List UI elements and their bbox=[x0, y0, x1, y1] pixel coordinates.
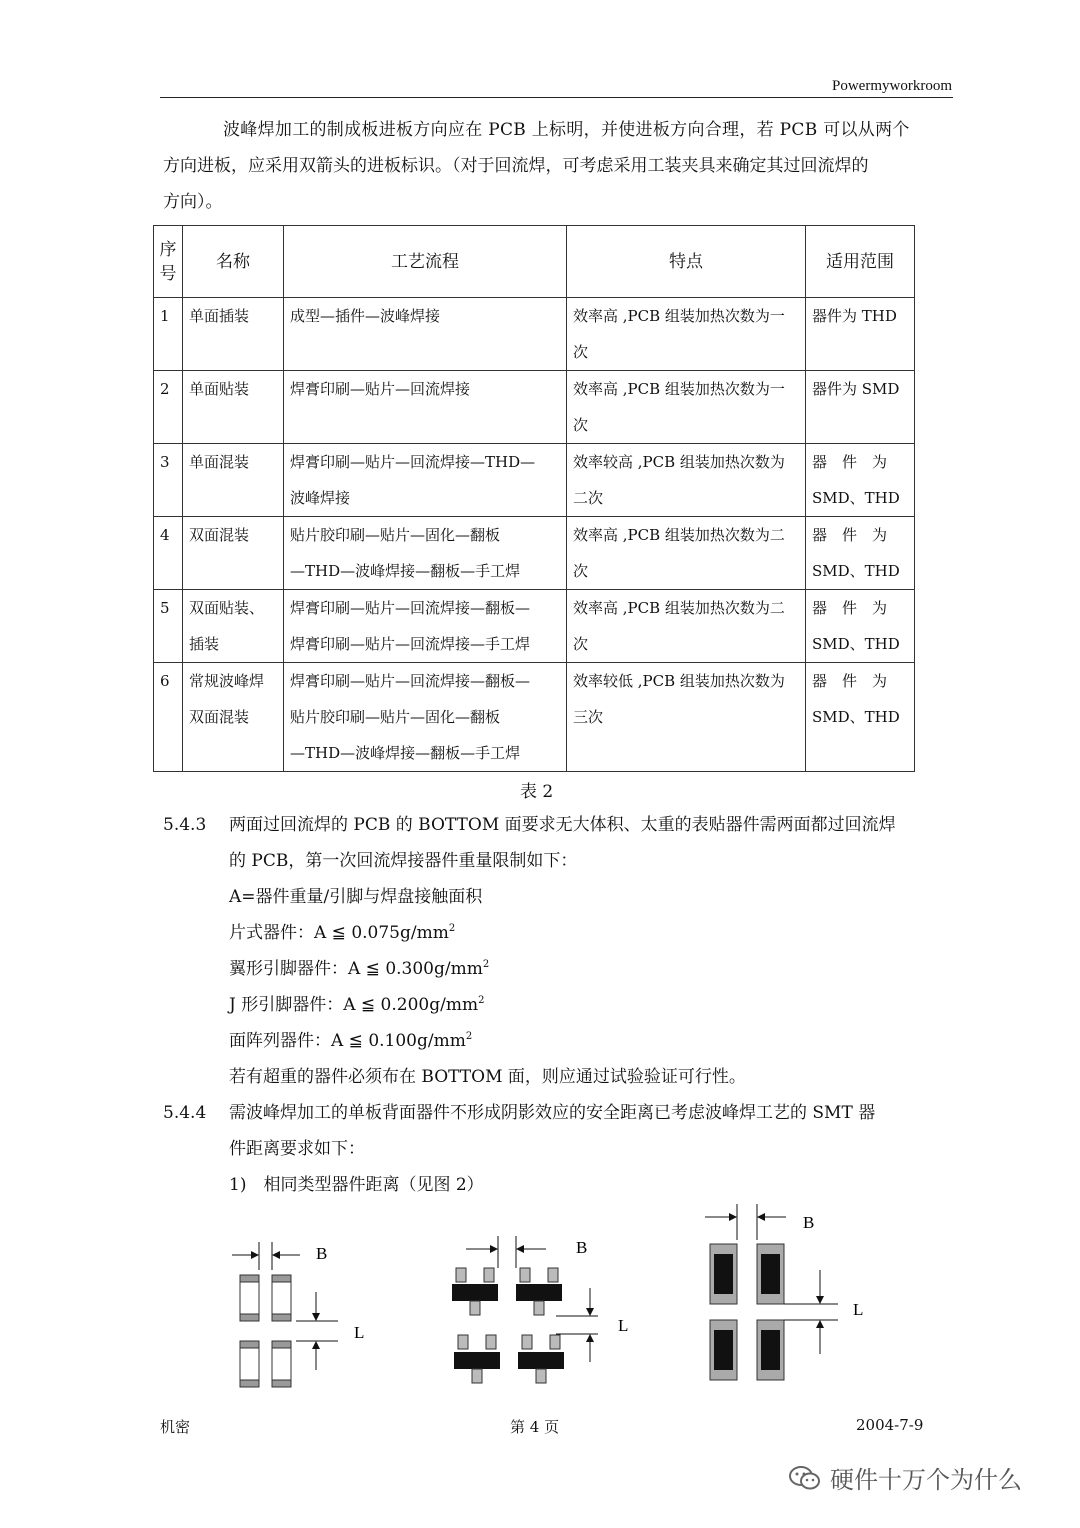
cell-scope bbox=[806, 444, 915, 517]
cell-flow-line: 焊膏印刷—贴片—回流焊接 bbox=[290, 380, 471, 398]
section-543-formula: A=器件重量/引脚与焊盘接触面积 bbox=[229, 887, 483, 907]
cell-flow bbox=[284, 371, 567, 444]
cell-flow bbox=[284, 663, 567, 772]
footer-page-number: 第 4 页 bbox=[510, 1418, 560, 1436]
cell-name bbox=[183, 517, 284, 590]
header-feature: 特点 bbox=[567, 226, 806, 298]
cell-scope-line: 器件为 SMD bbox=[812, 380, 900, 398]
cell-flow-line: 波峰焊接 bbox=[290, 489, 351, 507]
cell-scope-line: SMD、THD bbox=[812, 635, 900, 653]
table-row bbox=[154, 517, 915, 590]
molded-b-label: B bbox=[803, 1213, 815, 1232]
cell-flow-line: 贴片胶印刷—贴片—固化—翻板 bbox=[290, 708, 501, 726]
cell-feature-line: 效率高 ,PCB 组装加热次数为一 bbox=[573, 380, 785, 398]
cell-scope bbox=[806, 517, 915, 590]
cell-flow bbox=[284, 517, 567, 590]
header-title: Powermyworkroom bbox=[832, 78, 952, 94]
cell-flow-line: 成型—插件—波峰焊接 bbox=[290, 307, 441, 325]
header-divider bbox=[160, 97, 953, 98]
sot-component bbox=[518, 1335, 564, 1383]
cell-name bbox=[183, 590, 284, 663]
cell-flow bbox=[284, 298, 567, 371]
cell-name-line: 单面插装 bbox=[189, 307, 250, 325]
cell-flow-line: 贴片胶印刷—贴片—固化—翻板 bbox=[290, 526, 501, 544]
header-no-a: 序 bbox=[159, 239, 177, 260]
cell-feature-line: 效率高 ,PCB 组装加热次数为二 bbox=[573, 599, 785, 617]
section-543-note: 若有超重的器件必须布在 BOTTOM 面，则应通过试验验证可行性。 bbox=[229, 1067, 746, 1087]
limit-chip: 片式器件：A ≦ $0.075g/mm^2$ bbox=[229, 923, 456, 943]
cell-flow bbox=[284, 444, 567, 517]
limit-gull-wing: 翼形引脚器件：A ≦ $0.300g/mm^2$ bbox=[229, 959, 490, 979]
table-body bbox=[154, 298, 915, 772]
sot-component bbox=[452, 1268, 498, 1315]
intro-line-2: 方向进板，应采用双箭头的进板标识。（对于回流焊，可考虑采用工装夹具来确定其过回流焊的 bbox=[163, 156, 869, 176]
cell-feature-line: 三次 bbox=[573, 708, 604, 726]
watermark-text: 硬件十万个为什么 bbox=[830, 1466, 1022, 1494]
molded-diagram bbox=[705, 1204, 863, 1380]
cell-name bbox=[183, 298, 284, 371]
cell-scope bbox=[806, 371, 915, 444]
component-spacing-figure bbox=[0, 1195, 1080, 1405]
cell-feature-line: 效率高 ,PCB 组装加热次数为二 bbox=[573, 526, 785, 544]
cell-feature-line: 次 bbox=[573, 635, 589, 653]
cell-no: 4 bbox=[154, 517, 183, 590]
footer-confidential: 机密 bbox=[160, 1418, 191, 1436]
header-scope: 适用范围 bbox=[806, 226, 915, 298]
cell-flow-line: —THD—波峰焊接—翻板—手工焊 bbox=[290, 562, 521, 580]
chip-component bbox=[240, 1341, 259, 1387]
cell-no: 5 bbox=[154, 590, 183, 663]
cell-no: 6 bbox=[154, 663, 183, 772]
cell-feature-line: 效率高 ,PCB 组装加热次数为一 bbox=[573, 307, 785, 325]
chip-l-label: L bbox=[354, 1323, 365, 1342]
cell-flow bbox=[284, 590, 567, 663]
molded-component bbox=[710, 1244, 737, 1304]
cell-feature bbox=[567, 517, 806, 590]
cell-scope bbox=[806, 590, 915, 663]
section-544-number: 5.4.4 bbox=[163, 1103, 207, 1123]
molded-component bbox=[757, 1244, 784, 1304]
section-544-line-2: 件距离要求如下： bbox=[229, 1139, 365, 1159]
table-row bbox=[154, 444, 915, 517]
table-row bbox=[154, 590, 915, 663]
wechat-icon bbox=[788, 1464, 822, 1492]
table-header-row bbox=[154, 226, 915, 298]
intro-line-3: 方向）。 bbox=[163, 192, 223, 212]
section-543-line-2: 的 PCB，第一次回流焊接器件重量限制如下： bbox=[229, 851, 578, 871]
cell-flow-line: —THD—波峰焊接—翻板—手工焊 bbox=[290, 744, 521, 762]
cell-feature bbox=[567, 298, 806, 371]
cell-name-line: 插装 bbox=[189, 635, 220, 653]
cell-scope bbox=[806, 663, 915, 772]
sot-l-label: L bbox=[618, 1316, 629, 1335]
cell-name-line: 双面混装 bbox=[189, 708, 250, 726]
chip-component bbox=[272, 1341, 291, 1387]
molded-component bbox=[757, 1320, 784, 1380]
cell-feature bbox=[567, 444, 806, 517]
sot-b-label: B bbox=[576, 1238, 588, 1257]
cell-feature bbox=[567, 663, 806, 772]
cell-name-line: 单面混装 bbox=[189, 453, 250, 471]
cell-scope-line: 器 件 为 bbox=[812, 672, 888, 690]
cell-feature-line: 次 bbox=[573, 562, 589, 580]
chip-b-label: B bbox=[316, 1244, 328, 1263]
header-no-b: 号 bbox=[159, 263, 177, 284]
cell-flow-line: 焊膏印刷—贴片—回流焊接—THD— bbox=[290, 453, 536, 471]
limit-j-lead: J 形引脚器件：A ≦ $0.200g/mm^2$ bbox=[229, 995, 485, 1015]
cell-feature bbox=[567, 371, 806, 444]
header-no bbox=[154, 226, 183, 298]
process-table bbox=[153, 225, 915, 772]
table-row bbox=[154, 371, 915, 444]
cell-name bbox=[183, 444, 284, 517]
cell-name bbox=[183, 663, 284, 772]
cell-scope-line: 器件为 THD bbox=[812, 307, 897, 325]
molded-component bbox=[710, 1320, 737, 1380]
cell-feature-line: 效率较高 ,PCB 组装加热次数为 bbox=[573, 453, 785, 471]
table-caption: 表 2 bbox=[520, 782, 554, 802]
cell-flow-line: 焊膏印刷—贴片—回流焊接—翻板— bbox=[290, 599, 531, 617]
intro-paragraph bbox=[163, 112, 953, 220]
header-name: 名称 bbox=[183, 226, 284, 298]
cell-scope-line: SMD、THD bbox=[812, 708, 900, 726]
cell-name-line: 双面混装 bbox=[189, 526, 250, 544]
sot-diagram bbox=[452, 1236, 628, 1383]
cell-no: 1 bbox=[154, 298, 183, 371]
cell-flow-line: 焊膏印刷—贴片—回流焊接—翻板— bbox=[290, 672, 531, 690]
chip-component bbox=[272, 1275, 291, 1321]
molded-l-label: L bbox=[853, 1300, 864, 1319]
cell-scope-line: 器 件 为 bbox=[812, 599, 888, 617]
cell-name-line: 单面贴装 bbox=[189, 380, 250, 398]
section-543-number: 5.4.3 bbox=[163, 815, 207, 835]
cell-feature-line: 二次 bbox=[573, 489, 604, 507]
cell-feature-line: 次 bbox=[573, 416, 589, 434]
cell-no: 2 bbox=[154, 371, 183, 444]
cell-scope-line: SMD、THD bbox=[812, 562, 900, 580]
header-flow: 工艺流程 bbox=[284, 226, 567, 298]
section-544-text bbox=[229, 1095, 953, 1203]
sot-component bbox=[516, 1268, 562, 1315]
section-543-line-1: 两面过回流焊的 PCB 的 BOTTOM 面要求无大体积、太重的表贴器件需两面都过回流焊 bbox=[229, 815, 896, 835]
cell-scope-line: SMD、THD bbox=[812, 489, 900, 507]
cell-flow-line: 焊膏印刷—贴片—回流焊接—手工焊 bbox=[290, 635, 531, 653]
cell-scope-line: 器 件 为 bbox=[812, 453, 888, 471]
section-544-line-1: 需波峰焊加工的单板背面器件不形成阴影效应的安全距离已考虑波峰焊工艺的 SMT 器 bbox=[229, 1103, 876, 1123]
wechat-watermark bbox=[788, 1460, 1022, 1495]
cell-scope-line: 器 件 为 bbox=[812, 526, 888, 544]
limit-area-array: 面阵列器件：A ≦ $0.100g/mm^2$ bbox=[229, 1031, 473, 1051]
section-543-text bbox=[229, 807, 953, 1095]
cell-name bbox=[183, 371, 284, 444]
cell-no: 3 bbox=[154, 444, 183, 517]
cell-name-line: 双面贴装、 bbox=[189, 599, 265, 617]
table-row bbox=[154, 663, 915, 772]
intro-line-1: 波峰焊加工的制成板进板方向应在 PCB 上标明，并使进板方向合理，若 PCB 可以从两个 bbox=[223, 120, 910, 140]
sot-component bbox=[454, 1335, 500, 1383]
table-row bbox=[154, 298, 915, 371]
cell-feature-line: 次 bbox=[573, 343, 589, 361]
cell-feature bbox=[567, 590, 806, 663]
footer-date: 2004-7-9 bbox=[856, 1416, 924, 1434]
chip-component bbox=[240, 1275, 259, 1321]
cell-name-line: 常规波峰焊 bbox=[189, 672, 265, 690]
cell-scope bbox=[806, 298, 915, 371]
cell-feature-line: 效率较低 ,PCB 组装加热次数为 bbox=[573, 672, 785, 690]
section-544-item-1: 1) 相同类型器件距离（见图 2） bbox=[229, 1175, 484, 1195]
chip-diagram bbox=[232, 1242, 364, 1387]
